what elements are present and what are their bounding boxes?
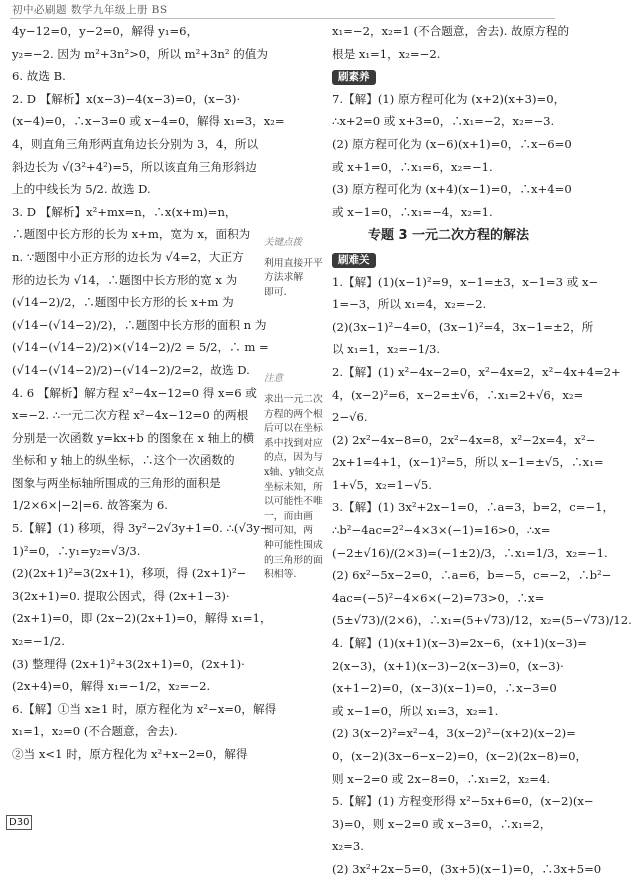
text-line: (5±√73)/(2×6)，∴x₁=(5+√73)/12，x₂=(5−√73)/12. xyxy=(332,613,632,628)
margin-notes xyxy=(264,236,326,583)
text-line: 2x+1=4+1，(x−1)²=5，所以 x−1=±√5，∴x₁= xyxy=(332,455,604,470)
text-line: 4.【解】(1)(x+1)(x−3)=2x−6，(x+1)(x−3)= xyxy=(332,636,587,651)
note-line: 一，而由画 xyxy=(264,510,313,522)
text-line: x₁=−2，x₂=1 (不合题意，舍去). 故原方程的 xyxy=(332,24,570,38)
text-line: (2)(2x+1)²=3(2x+1)，移项，得 (2x+1)²− xyxy=(12,566,247,581)
note-key-point xyxy=(264,257,326,301)
note-line: 种可能性围成 xyxy=(264,539,323,551)
badge-hard: 刷难关 xyxy=(332,253,376,268)
text-line: (2)(3x−1)²−4=0，(3x−1)²=4，3x−1=±2，所 xyxy=(332,319,594,334)
text-line: (x−4)=0，∴x−3=0 或 x−4=0，解得 x₁=3，x₂= xyxy=(12,114,285,129)
text-line: x₂=3. xyxy=(332,839,364,854)
text-line: 3(2x+1)=0. 提取公因式，得 (2x+1−3)· xyxy=(12,588,230,603)
text-line: 4. 6 【解析】解方程 x²−4x−12=0 得 x=6 或 xyxy=(12,385,257,400)
note-line: 图可知，两 xyxy=(264,525,313,537)
right-top-block xyxy=(332,20,570,65)
text-line: 6.【解】①当 x≥1 时，原方程化为 x²−x=0，解得 xyxy=(12,701,277,716)
badge-row-1 xyxy=(332,65,565,88)
badge-row-2 xyxy=(332,248,565,271)
text-line: (√14−2)/2，∴题图中长方形的长 x+m 为 xyxy=(12,295,234,310)
text-line: (√14−(√14−2)/2)×(√14−2)/2 = 5/2，∴ m = xyxy=(12,340,269,355)
text-line: (√14−(√14−2)/2)−(√14−2)/2=2，故选 D. xyxy=(12,362,250,377)
text-line: (2) 原方程可化为 (x−6)(x+1)=0，∴x−6=0 xyxy=(332,136,572,151)
note-line: 以可能性不唯 xyxy=(264,496,323,508)
note-line: 系中找到对应 xyxy=(264,437,323,449)
text-line: 上的中线长为 5/2. 故选 D. xyxy=(12,182,151,197)
text-line: 2. D 【解析】x(x−3)−4(x−3)=0，(x−3)· xyxy=(12,91,241,106)
note-line: 后可以在坐标 xyxy=(264,423,323,435)
right-column xyxy=(332,20,632,881)
note-line: 的点，因为与 xyxy=(264,452,323,464)
right-bottom-block xyxy=(332,271,632,881)
note-attention xyxy=(264,393,326,583)
text-line: ∴b²−4ac=2²−4×3×(−1)=16>0，∴x= xyxy=(332,523,551,538)
text-line: 3.【解】(1) 3x²+2x−1=0，∴a=3，b=2，c=−1， xyxy=(332,500,615,515)
text-line: (x+1−2)=0，(x−3)(x−1)=0，∴x−3=0 xyxy=(332,681,557,696)
text-line: y₂=−2. 因为 m²+3n²>0，所以 m²+3n² 的值为 xyxy=(12,46,268,61)
right-mid-block xyxy=(332,88,572,224)
text-line: (−2±√16)/(2×3)=(−1±2)/3，∴x₁=1/3，x₂=−1. xyxy=(332,545,608,560)
text-line: (2) 3(x−2)²=x²−4，3(x−2)²−(x+2)(x−2)= xyxy=(332,726,576,741)
text-line: x₁=1，x₂=0 (不合题意，舍去). xyxy=(12,724,178,739)
note-line: 坐标未知，所 xyxy=(264,481,323,493)
text-line: 或 x−1=0，∴x₁=−4，x₂=1. xyxy=(332,204,493,219)
page-number: D30 xyxy=(6,815,32,830)
text-line: (2) 6x²−5x−2=0，∴a=6，b=−5，c=−2，∴b²− xyxy=(332,568,612,583)
text-line: 斜边长为 √(3²+4²)=5，所以该直角三角形斜边 xyxy=(12,159,257,174)
text-line: 形的边长为 √14，∴题图中长方形的宽 x 为 xyxy=(12,272,238,287)
note-line: 求出一元二次 xyxy=(264,393,323,405)
text-line: 1/2×6×|−2|=6. 故答案为 6. xyxy=(12,498,168,513)
text-line: 3)=0，则 x−2=0 或 x−3=0，∴x₁=2， xyxy=(332,816,552,831)
text-line: 3. D 【解析】x²+mx=n，∴x(x+m)=n， xyxy=(12,204,237,219)
text-line: 以 x₁=1，x₂=−1/3. xyxy=(332,342,441,357)
text-line: 分别是一次函数 y=kx+b 的图象在 x 轴上的横 xyxy=(12,430,255,445)
text-line: (2x+4)=0，解得 x₁=−1/2，x₂=−2. xyxy=(12,679,211,694)
text-line: 1=−3，所以 x₁=4，x₂=−2. xyxy=(332,297,487,312)
text-line: (2) 2x²−4x−8=0，2x²−4x=8，x²−2x=4，x²− xyxy=(332,432,596,447)
note-head-attention: 注意 xyxy=(264,373,284,385)
text-line: 1.【解】(1)(x−1)²=9，x−1=±3，x−1=3 或 x− xyxy=(332,274,599,289)
text-line: 2.【解】(1) x²−4x−2=0，x²−4x=2，x²−4x+4=2+ xyxy=(332,364,621,379)
text-line: 2(x−3)，(x+1)(x−3)−2(x−3)=0，(x−3)· xyxy=(332,658,564,673)
text-line: 根是 x₁=1，x₂=−2. xyxy=(332,46,441,61)
text-line: (3) 原方程可化为 (x+4)(x−1)=0，∴x+4=0 xyxy=(332,182,572,197)
note-head-key-point: 关键点拨 xyxy=(264,237,303,248)
text-line: 5.【解】(1) 移项，得 3y²−2√3y+1=0. ∴(√3y− xyxy=(12,521,270,536)
text-line: x₂=−1/2. xyxy=(12,634,65,649)
text-line: 2−√6. xyxy=(332,410,368,425)
text-line: 1+√5，x₂=1−√5. xyxy=(332,477,432,492)
text-line: 或 x+1=0，∴x₁=6，x₂=−1. xyxy=(332,159,493,174)
page-header: 初中必刷题 数学九年级上册 BS xyxy=(12,4,168,16)
text-line: ∴x+2=0 或 x+3=0，∴x₁=−2，x₂=−3. xyxy=(332,114,555,129)
text-line: 或 x−1=0，所以 x₁=3，x₂=1. xyxy=(332,703,499,718)
section-title: 专题 3 一元二次方程的解法 xyxy=(367,228,530,244)
text-line: x=−2. ∴一元二次方程 x²−4x−12=0 的两根 xyxy=(12,408,249,423)
note-line: 方法求解 xyxy=(264,272,304,284)
text-line: 则 x−2=0 或 2x−8=0，∴x₁=2，x₂=4. xyxy=(332,771,551,786)
text-line: 4y−12=0，y−2=0，解得 y₁=6， xyxy=(12,24,199,38)
text-line: 7.【解】(1) 原方程可化为 (x+2)(x+3)=0， xyxy=(332,91,566,106)
note-line: x轴、y轴交点 xyxy=(264,466,325,478)
text-line: (2x+1)=0，即 (2x−2)(2x+1)=0，解得 x₁=1， xyxy=(12,611,272,626)
text-line: (√14−(√14−2)/2)，∴题图中长方形的面积 n 为 xyxy=(12,317,267,332)
text-line: 图象与两坐标轴所围成的三角形的面积是 xyxy=(12,475,221,490)
text-line: 4ac=(−5)²−4×6×(−2)=73>0，∴x= xyxy=(332,590,545,605)
note-line: 的三角形的面 xyxy=(264,554,323,566)
note-line: 积相等. xyxy=(264,569,297,581)
text-line: 0，(x−2)(3x−6−x−2)=0，(x−2)(2x−8)=0， xyxy=(332,749,588,763)
text-line: 4，(x−2)²=6，x−2=±√6，∴x₁=2+√6，x₂= xyxy=(332,387,584,402)
text-line: ∴题图中长方形的长为 x+m，宽为 x，面积为 xyxy=(12,227,251,242)
note-line: 即可. xyxy=(264,286,287,298)
text-line: 坐标和 y 轴上的纵坐标，∴这个一次函数的 xyxy=(12,453,235,468)
note-line: 方程的两个根 xyxy=(264,408,323,420)
text-line: (2) 3x²+2x−5=0，(3x+5)(x−1)=0，∴3x+5=0 xyxy=(332,861,602,876)
text-line: 5.【解】(1) 方程变形得 x²−5x+6=0，(x−2)(x− xyxy=(332,794,594,809)
text-line: 1)²=0，∴y₁=y₂=√3/3. xyxy=(12,543,141,558)
header-rule xyxy=(10,18,555,19)
note-line: 利用直接开平 xyxy=(264,257,323,269)
text-line: 4，则直角三角形两直角边长分别为 3，4，所以 xyxy=(12,136,259,151)
text-line: n. ∵题图中小正方形的边长为 √4=2，大正方 xyxy=(12,249,244,264)
text-line: 6. 故选 B. xyxy=(12,69,66,84)
text-line: ②当 x<1 时，原方程化为 x²+x−2=0，解得 xyxy=(12,747,248,761)
text-line: (3) 整理得 (2x+1)²+3(2x+1)=0，(2x+1)· xyxy=(12,656,245,671)
badge-practice: 刷素养 xyxy=(332,70,376,85)
